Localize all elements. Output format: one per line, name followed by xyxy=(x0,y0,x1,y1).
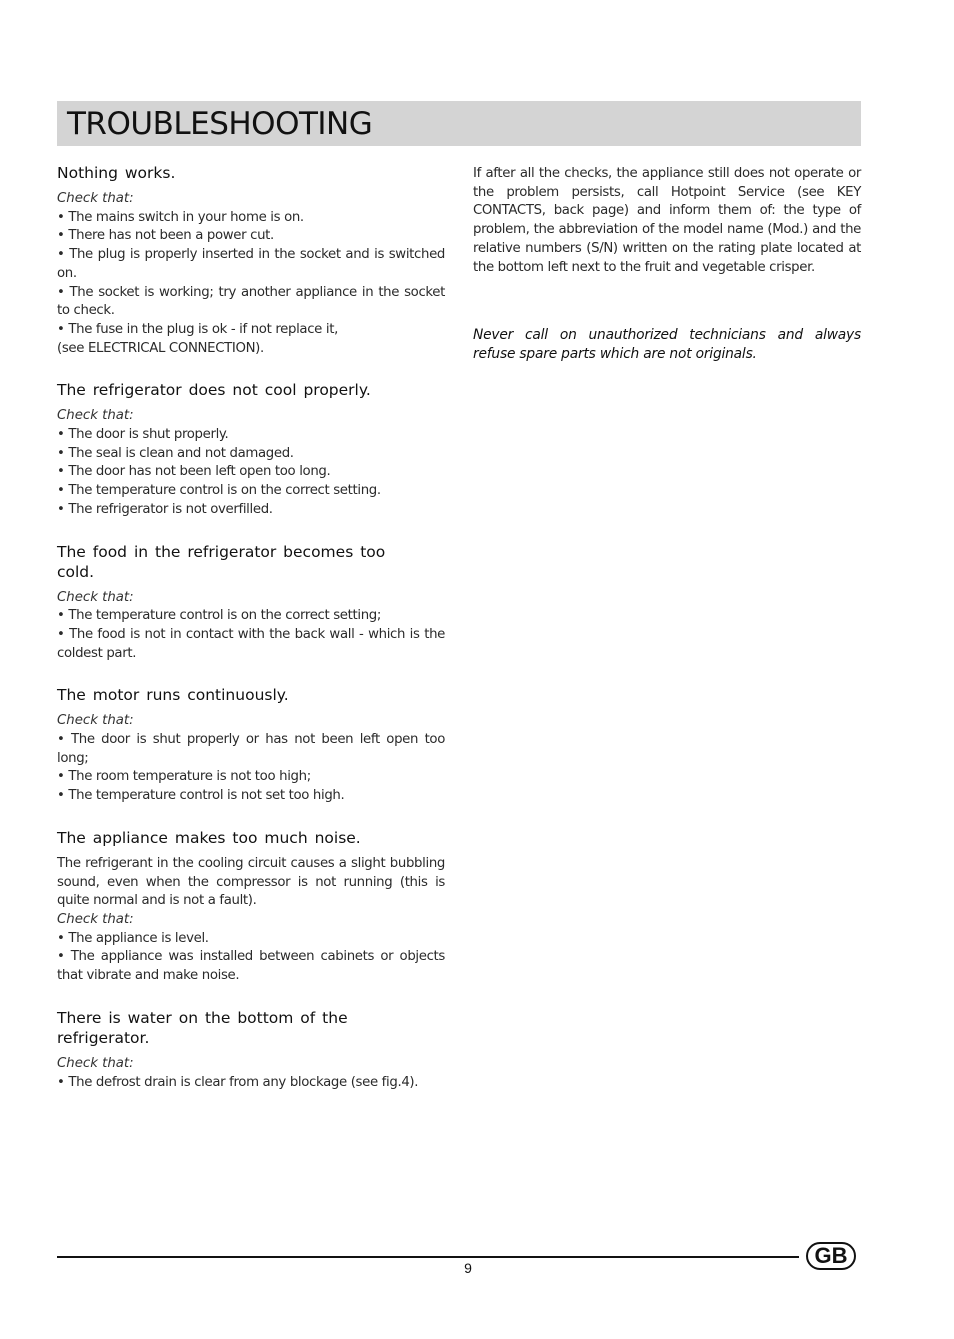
title-bar xyxy=(57,101,861,146)
list-item: • The food is not in contact with the back wall - which is the coldest part. xyxy=(57,626,445,661)
list-item: • The appliance is level. xyxy=(57,930,209,946)
check-that-label: Check that: xyxy=(57,1055,134,1071)
list-item: • The door is shut properly or has not been left open too long; xyxy=(57,732,445,766)
list-item: • The defrost drain is clear from any blockage (see fig.4). xyxy=(57,1074,419,1090)
list-item: • The seal is clean and not damaged. xyxy=(57,445,294,461)
list-item: • The socket is working; try another appliance in the socket to check. xyxy=(57,284,445,319)
check-that-label: Check that: xyxy=(57,911,134,927)
list-item: • The door is shut properly. xyxy=(57,427,229,443)
section-heading: The motor runs continuously. xyxy=(57,686,289,705)
list-item: • The temperature control is on the correct setting. xyxy=(57,483,381,499)
section-water xyxy=(57,1008,445,1092)
section-noise xyxy=(57,828,445,986)
section-nothing-works xyxy=(57,163,445,358)
list-item: • There has not been a power cut. xyxy=(57,228,274,244)
page-title: TROUBLESHOOTING xyxy=(67,106,373,142)
list-item: • The temperature control is not set too high. xyxy=(57,788,345,804)
section-too-cold xyxy=(57,542,445,664)
check-that-label: Check that: xyxy=(57,191,134,206)
section-heading: The refrigerator does not cool properly. xyxy=(57,381,371,400)
list-item: • The refrigerator is not overfilled. xyxy=(57,501,273,517)
check-that-label: Check that: xyxy=(57,589,134,605)
check-that-label: Check that: xyxy=(57,713,134,729)
list-item: • The door has not been left open too long. xyxy=(57,464,331,480)
section-not-cool xyxy=(57,380,445,519)
page-number: 9 xyxy=(464,1260,472,1276)
section-heading: The appliance makes too much noise. xyxy=(57,828,361,847)
language-badge: GB xyxy=(806,1242,856,1270)
footer-rule xyxy=(57,1256,799,1258)
list-item: • The temperature control is on the correct setting; xyxy=(57,608,382,624)
left-column xyxy=(57,163,445,1092)
list-item: • The appliance was installed between cabinets or objects that vibrate and make noise. xyxy=(57,949,445,984)
section-heading: There is water on the bottom of the refrigerator. xyxy=(57,1008,348,1047)
noise-intro: The refrigerant in the cooling circuit causes a slight bubbling sound, even when the compressor is not running (this is quite normal and is not a fault). xyxy=(57,855,445,909)
check-that-label: Check that: xyxy=(57,408,134,424)
list-item: • The room temperature is not too high; xyxy=(57,769,311,785)
right-column xyxy=(473,165,861,364)
list-item: • The plug is properly inserted in the socket and is switched on. xyxy=(57,247,445,281)
warning-paragraph: Never call on unauthorized technicians and always refuse spare parts which are not originals. xyxy=(473,327,861,363)
section-motor-runs xyxy=(57,685,445,806)
section-heading: The food in the refrigerator becomes too cold. xyxy=(57,542,386,581)
section-heading: Nothing works. xyxy=(57,164,176,182)
list-item: • The mains switch in your home is on. xyxy=(57,209,304,225)
list-item: (see ELECTRICAL CONNECTION). xyxy=(57,340,264,356)
list-item: • The fuse in the plug is ok - if not replace it, xyxy=(57,321,338,337)
service-paragraph: If after all the checks, the appliance still does not operate or the problem persists, call Hotpoint Service (see KEY CONTACTS, back page) and inform them of: the type of problem, the abbreviation of the model name (Mod.) and the relative numbers (S/N) written on the rating plate located at the bottom left next to the fruit and vegetable crisper. xyxy=(473,166,861,275)
